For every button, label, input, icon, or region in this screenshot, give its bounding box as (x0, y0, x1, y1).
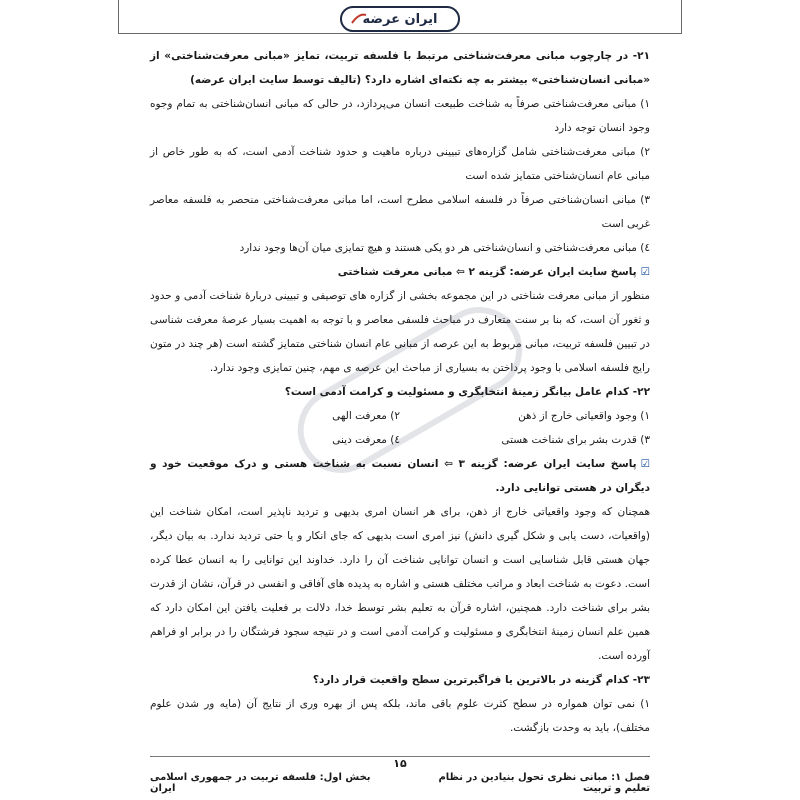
footer-section-title: بخش اول: فلسفه تربیت در جمهوری اسلامی ایران (150, 772, 371, 794)
page-content (150, 44, 650, 740)
q21-option-3: ۳) مبانی انسان‌شناختی صرفاً در فلسفه اسلامی مطرح است، اما مبانی معرفت‌شناختی منحصر به فلسفه معاصر غربی است (150, 194, 650, 230)
q22-explanation: همچنان که وجود واقعیاتی خارج از ذهن، برای هر انسان امری بدیهی و تردید ناپذیر است، امکان شناخت این (واقعیات، دست یابی و شکل گیری دانش) نیز امری است بدیهی که جای انکار و یا حتی تردید ندارد. به بیان دیگر، جهان هستی قابل شناسایی است و انسان توانایی شناخت آن را دارد. خداوند این توانایی را به انسان عطا کرده است. دعوت به شناخت ابعاد و مراتب مختلف هستی و اشاره به پدیده های آفاقی و انفسی در قرآن، نشان از قدرت بشر برای شناخت دارد. همچنین، اشاره قرآن به تعلیم بشر توسط خدا، دلالت بر فعلیت یافتن این امکان دارد که همین علم انسان زمینهٔ انتخابگری و مسئولیت و کرامت آدمی است و در نتیجه سجود فرشتگان را در برابر او فراهم آورده است. (150, 506, 650, 662)
q21-answer (150, 260, 650, 284)
q23-option-1: ۱) نمی توان همواره در سطح کثرت علوم باقی ماند، بلکه پس از بهره وری از نتایج آن (مایه ور شدن علوم مختلف)، باید به وحدت بازگشت. (150, 698, 650, 734)
logo-swoosh-icon (350, 11, 368, 27)
q22-answer (150, 452, 650, 500)
page-number: ۱۵ (393, 757, 407, 770)
q22-option-2: ۲) معرفت الهی (332, 410, 400, 422)
question-23: ۲۳- کدام گزینه در بالاترین یا فراگیرترین سطح واقعیت قرار دارد؟ (312, 674, 650, 686)
logo-text: ایران عرضه (362, 11, 438, 27)
site-logo (340, 6, 460, 32)
q21-option-2: ۲) مبانی معرفت‌شناختی شامل گزاره‌های تبیینی درباره ماهیت و حدود شناخت آدمی است، که به طور خاص از مبانی عام انسان‌شناختی متمایز شده است (150, 146, 650, 182)
q22-option-1: ۱) وجود واقعیاتی خارج از ذهن (518, 410, 650, 422)
q22-answer-text: پاسخ سایت ایران عرضه: گزینه ۳ ⇦ انسان نسبت به شناخت هستی و درک موقعیت خود و دیگران در هستی توانایی دارد. (150, 458, 650, 494)
q22-option-4: ٤) معرفت دینی (332, 434, 400, 446)
q21-option-4: ٤) مبانی معرفت‌شناختی و انسان‌شناختی هر دو یکی هستند و هیچ تمایزی میان آن‌ها وجود ندارد (239, 242, 650, 254)
checkbox-icon: ☑ (640, 458, 651, 470)
q21-answer-text: پاسخ سایت ایران عرضه: گزینه ۲ ⇦ مبانی معرفت شناختی (337, 266, 637, 278)
q22-option-3: ۳) قدرت بشر برای شناخت هستی (501, 434, 650, 446)
footer-chapter-title: فصل ۱: مبانی نظری تحول بنیادین در نظام تعلیم و تربیت (438, 772, 650, 794)
question-21: ۲۱- در چارچوب مبانی معرفت‌شناختی مرتبط با فلسفه تربیت، تمایز «مبانی معرفت‌شناختی» از «مبانی انسان‌شناختی» بیشتر به چه نکته‌ای اشاره دارد؟ (تالیف توسط سایت ایران عرضه) (150, 50, 650, 86)
q21-explanation: منظور از مبانی معرفت شناختی در این مجموعه بخشی از گزاره های توصیفی و تبیینی دربارهٔ شناخت آدمی و حدود و ثغور آن است، که بنا بر سنت متعارف در مباحث فلسفی معاصر و با توجه به اهمیت بسیار عرصهٔ معرفت شناسی در تبیین فلسفه تربیت، مبانی مربوط به این عرصه از مبانی عام انسان شناختی متمایز گشته است (هر چند در متون رایج فلسفه اسلامی با وجود پرداختن به بسیاری از مباحث این عرصه ی مهم، چنین تمایزی وجود ندارد. (150, 290, 650, 374)
q22-options (150, 404, 650, 452)
question-22: ۲۲- کدام عامل بیانگر زمینهٔ انتخابگری و مسئولیت و کرامت آدمی است؟ (284, 386, 650, 398)
checkbox-icon: ☑ (640, 266, 650, 278)
q21-option-1: ۱) مبانی معرفت‌شناختی صرفاً به شناخت طبیعت انسان می‌پردازد، در حالی که مبانی انسان‌شناختی به تمام وجوه وجود انسان توجه دارد (150, 98, 650, 134)
